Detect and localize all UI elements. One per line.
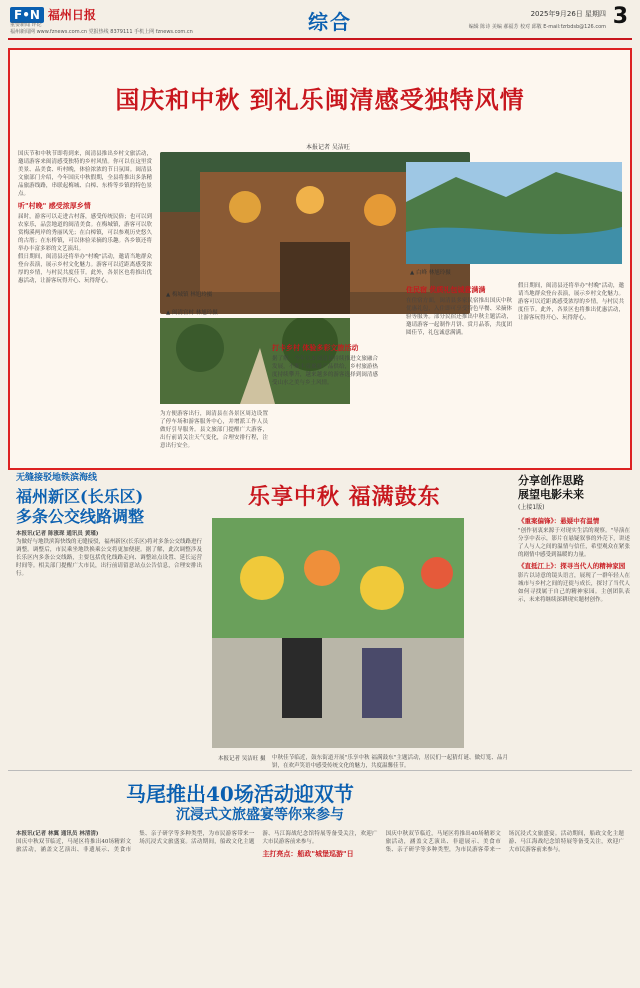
feature-headline: 国庆和中秋 到礼乐闽清感受独特风情 — [115, 85, 525, 114]
photo-caption: ▲ 梅城镇 林旭玲摄 — [166, 292, 213, 298]
article-headline: 分享创作思路 — [518, 474, 584, 487]
paragraph: 中秋佳节临近，鼓东街道开展"乐享中秋 福满鼓东"主题活动，居民们一起猜灯谜、做灯笼、品月饼，在欢声笑语中感受传统文化的魅力，共度温馨佳节。 — [272, 755, 508, 769]
right-body — [518, 514, 630, 772]
article-subhead: 《重案偏锋》：悬疑中有温情 — [518, 517, 600, 525]
feature-subhead: 打卡乡村 体验多彩文旅活动 — [272, 344, 359, 352]
feature-column-3 — [272, 340, 378, 466]
article-headline: 多条公交线路调整 — [16, 507, 145, 526]
feature-column-4 — [406, 282, 512, 466]
article-subhead: 主打亮点：船政"城堡巡游"日 — [262, 850, 354, 858]
feature-subhead: 听"村晚" 感受浓厚乡情 — [18, 202, 91, 210]
article-continued: (上接1版) — [518, 504, 545, 511]
feature-article — [8, 48, 632, 470]
middle-body — [272, 754, 508, 778]
article-headline: 乐享中秋 福满鼓东 — [248, 484, 441, 510]
section-title: 综合 — [308, 10, 352, 34]
photo-caption: ▲ 白峰 林旭玲摄 — [410, 270, 451, 276]
feature-column-5 — [518, 282, 624, 466]
paragraph: 国庆中秋双节临近，马尾区将推出40场精彩文旅活动，涵盖文艺演出、非遗展示、美食市集、亲子研学等多种类型，为市民游客带来一场沉浸式文旅盛宴。活动期间，船政文化主题游、马江海战纪念馆特展等备受关注，欢迎广大市民游客前来参与。 — [16, 831, 378, 853]
feature-column-2 — [160, 410, 268, 466]
article-subheadline: 沉浸式文旅盛宴等你来参与 — [176, 807, 344, 823]
paragraph: 假日期间，闽清县还将举办"村晚"活动，邀请当地群众登台表演，展示乡村文化魅力。游客可以近距离感受浓厚的乡情，与村民共度佳节。此外，各景区也将推出优惠活动，让游客玩得开心、玩得舒心。 — [518, 283, 624, 321]
paragraph: 影片以诗意的镜头语言，展现了一群年轻人在城市与乡村之间的迁徙与成长，探讨了当代人如何寻找属于自己的精神家园。主创团队表示，未来将继续深耕现实题材创作。 — [518, 573, 630, 603]
article-headline: 展望电影未来 — [518, 488, 584, 501]
paper-logo — [10, 6, 96, 23]
feature-byline: 本报记者 吴洁旺 — [306, 144, 350, 151]
paper-name: 福州日报 — [47, 8, 96, 22]
article-kicker: 无缝接驳地铁滨海线 — [16, 473, 98, 483]
photo-mid-autumn-lanterns — [212, 518, 464, 748]
article-byline: 本报讯(记者 林翼 通讯员 林清清) — [16, 831, 99, 837]
paragraph: "创作初衷来源于对现实生活的观察。"导演在分享中表示，影片在悬疑叙事的外壳下，讲述了人与人之间的温情与信任，希望观众在紧张的剧情中感受到温暖的力量。 — [518, 528, 630, 558]
paragraph: 国庆节和中秋节即将到来，闽清县推出乡村文旅活动，邀请游客来闽清感受独特的乡村风情。你可以在这里赏美景、品美食、听村晚，体验浓浓的节日氛围。闽清县文旅部门介绍，今年国庆中秋假期，全县将推出多条精品旅游线路，串联起梅城、白樟、东桥等乡镇的特色景点。 — [18, 151, 152, 197]
page-number: 3 — [612, 4, 628, 29]
masthead-sub-line: 重要新闻 评论 — [10, 22, 42, 28]
paragraph: 据了解，今年以来闽清县持续推进文旅融合发展，不断丰富旅游产品供给，乡村旅游热度持续攀升，越来越多的游客选择到闽清感受山水之美与乡土风情。 — [272, 356, 378, 386]
paragraph: 为做好与地铁滨海快线的无缝接驳，福州新区(长乐区)将对多条公交线路进行调整。调整后，市民乘坐地铁换乘公交将更加便捷。据了解，此次调整涉及长乐区内多条公交线路，主要包括优化线路走向、调整站点设置、延长运营时间等。相关部门提醒广大市民，出行前请留意站点公告信息，合理安排出行。 — [16, 539, 202, 577]
masthead-sub-line: 福州新闻网 www.fznews.com.cn 党报热线 8379111 手机上网 fznews.com.cn — [10, 29, 193, 35]
staff-line: 编辑 陈诗 美编 郝福芳 校对 邱敬 E-mail:fzrbdsb@126.com — [468, 24, 606, 30]
feature-subhead: 住民宿 优质礼包诚意满满 — [406, 286, 486, 294]
photo-caption: 本报记者 吴洁旺 摄 — [218, 756, 266, 762]
paragraph: 为方便游客出行，闽清县在各景区周边设置了停车场和游客服务中心，并增派工作人员做好引导服务。县文旅部门提醒广大游客，出行前请关注天气变化，合理安排行程，注意出行安全。 — [160, 411, 268, 449]
masthead-sub — [10, 22, 230, 36]
lower-left-body — [16, 530, 202, 770]
paragraph: 届时，游客可以走进古村落，感受传统民俗；也可以到农家乐，品尝地道的闽清美食。在梅城镇，游客可以欣赏梅溪两岸的秀丽风光；在白樟镇，可以参观历史悠久的古厝；在东桥镇，可以体验采摘的乐趣。各乡镇还将举办丰富多彩的文艺演出。 — [18, 214, 152, 252]
issue-date: 2025年9月26日 星期四 — [530, 10, 606, 18]
logo-badge: F•N — [10, 7, 44, 23]
article-headline: 福州新区(长乐区) — [16, 487, 144, 506]
photo-lake-landscape — [406, 162, 622, 264]
bottom-body — [16, 830, 624, 980]
photo-caption: ▲ 闽清宫村 林旭玲摄 — [166, 310, 218, 316]
paragraph: 假日期间，闽清县还将举办"村晚"活动，邀请当地群众登台表演，展示乡村文化魅力。游客可以近距离感受浓厚的乡情，与村民共度佳节。此外，各景区也将推出优惠活动，让游客玩得开心、玩得舒心。 — [18, 254, 152, 284]
paragraph: 国庆中秋双节临近，马尾区将推出40场精彩文旅活动，涵盖文艺演出、非遗展示、美食市集、亲子研学等多种类型，为市民游客带来一场沉浸式文旅盛宴。活动期间，船政文化主题游、马江海战纪念馆特展等备受关注，欢迎广大市民游客前来参与。 — [385, 831, 624, 853]
feature-column-1 — [18, 150, 152, 460]
masthead — [8, 4, 632, 40]
article-headline: 马尾推出40场活动迎双节 — [126, 782, 354, 806]
right-headline — [518, 474, 584, 502]
divider — [8, 770, 632, 771]
article-byline: 本报讯(记者 陈涨琛 通讯员 黄瑾) — [16, 531, 99, 537]
article-subhead: 《直抵江上》：探寻当代人的精神家园 — [518, 562, 626, 570]
paragraph: 在住宿方面，闽清县多家民宿推出国庆中秋优惠礼包，入住即可享受特色早餐、采摘体验等服务。部分民宿还推出中秋主题活动，邀请游客一起制作月饼、赏月品茶，共度团圆佳节，礼包诚意满满。 — [406, 298, 512, 336]
